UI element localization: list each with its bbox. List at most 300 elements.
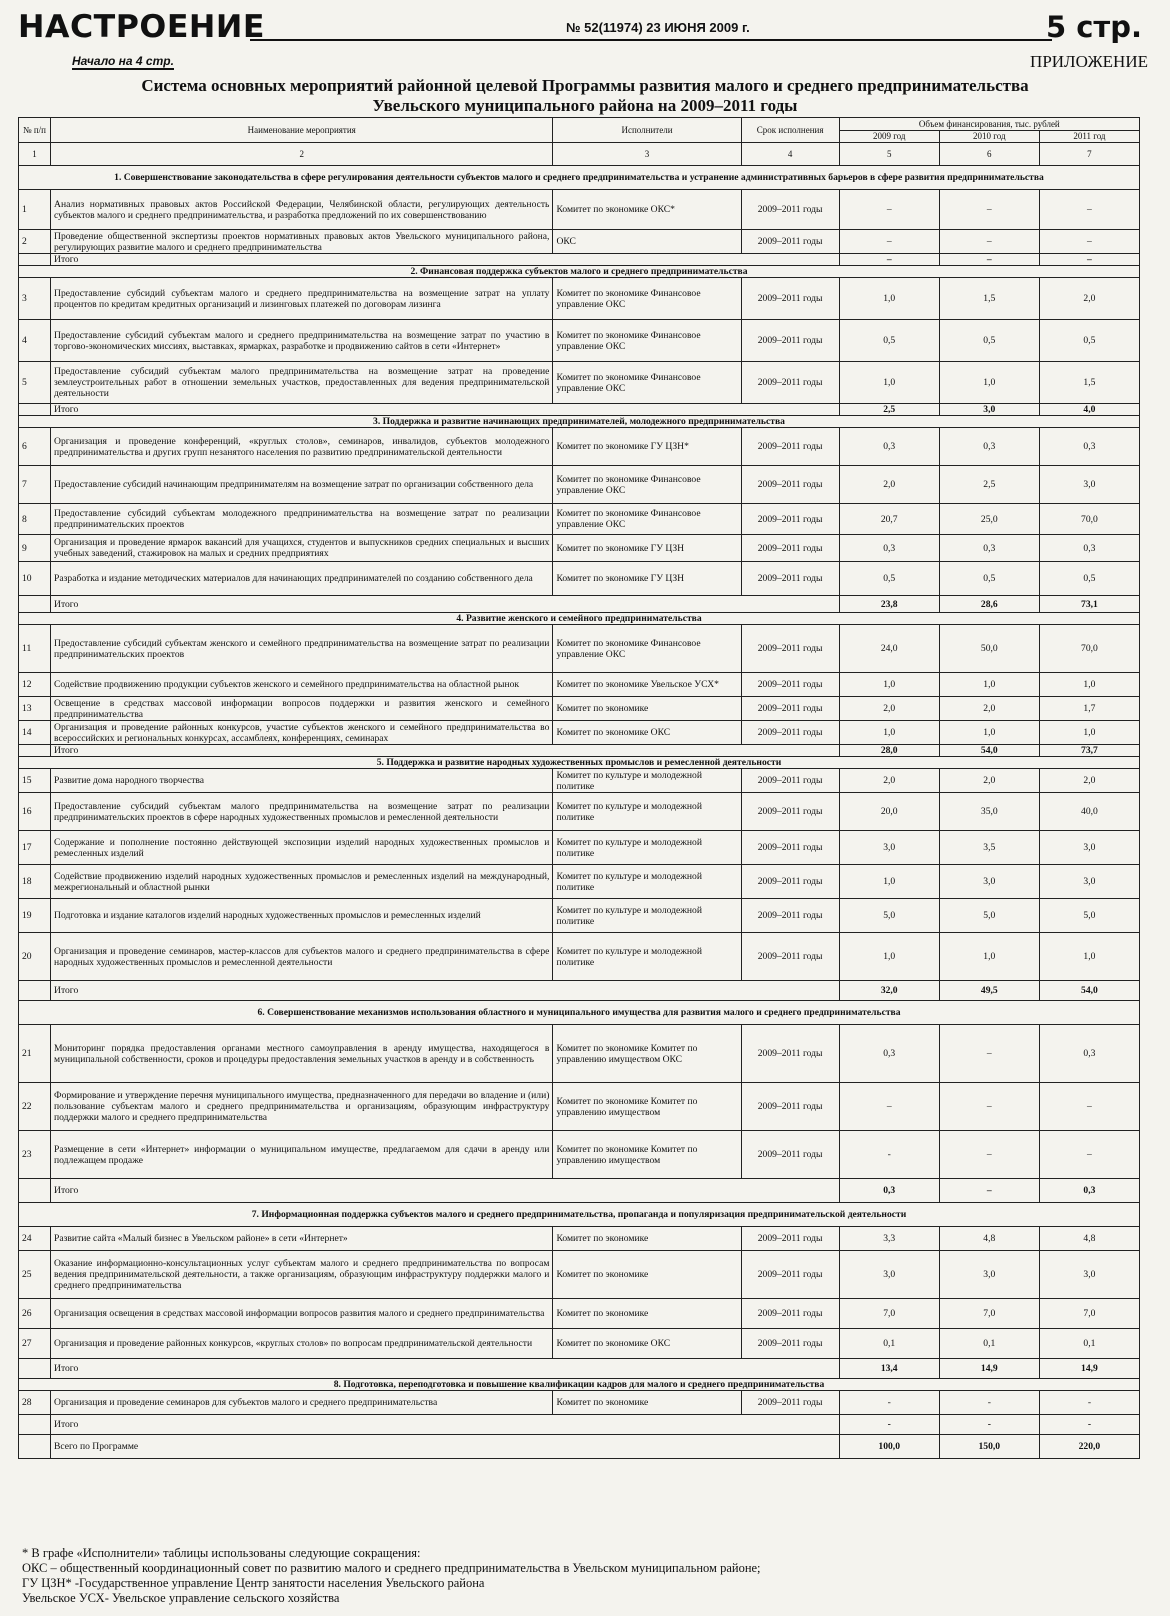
funding-2010: 50,0	[939, 625, 1039, 673]
funding-2011: 5,0	[1039, 899, 1139, 933]
activity-name: Содействие продвижению продукции субъектов женского и семейного предпринимательства на областной рынок	[51, 673, 553, 697]
funding-2009: 0,5	[839, 320, 939, 362]
table-row	[19, 1083, 1140, 1131]
term: 2009–2011 годы	[741, 320, 839, 362]
total-2010: –	[939, 254, 1039, 266]
row-number: 20	[19, 933, 51, 981]
total-2009: 28,0	[839, 745, 939, 757]
table-row	[19, 721, 1140, 745]
activity-name: Формирование и утверждение перечня муниципального имущества, предназначенного для передачи во владение и (или) пользование субъектам малого и среднего предпринимательства и организациям, образующим инфраструктуру поддержки малого и среднего предпринимательства	[51, 1083, 553, 1131]
funding-2009: –	[839, 190, 939, 230]
executors: Комитет по экономике	[553, 697, 741, 721]
executors: Комитет по экономике Финансовое управление ОКС	[553, 504, 741, 535]
funding-2009: 5,0	[839, 899, 939, 933]
total-row	[19, 1179, 1140, 1203]
activity-name: Предоставление субсидий субъектам женского и семейного предпринимательства на возмещение затрат по реализации предпринимательских проектов	[51, 625, 553, 673]
funding-2011: 0,3	[1039, 535, 1139, 562]
funding-2009: 20,7	[839, 504, 939, 535]
total-2011: -	[1039, 1415, 1139, 1435]
page-number: 5 стр.	[1045, 10, 1142, 44]
executors: Комитет по экономике	[553, 1391, 741, 1415]
table-row	[19, 673, 1140, 697]
row-number: 4	[19, 320, 51, 362]
funding-2010: 0,3	[939, 428, 1039, 466]
activity-name: Размещение в сети «Интернет» информации о муниципальном имуществе, предлагаемом для сдачи в аренду или подлежащем продаже	[51, 1131, 553, 1179]
executors: Комитет по экономике Финансовое управление ОКС	[553, 362, 741, 404]
funding-2010: 1,0	[939, 933, 1039, 981]
footnote-line: Увельское УСХ- Увельское управление сельского хозяйства	[22, 1591, 340, 1605]
row-number: 15	[19, 769, 51, 793]
appendix-label: ПРИЛОЖЕНИЕ	[1030, 52, 1148, 71]
total-label: Итого	[51, 596, 840, 613]
activity-name: Содействие продвижению изделий народных художественных промыслов и ремесленных изделий на международный, межрегиональный и областной рынки	[51, 865, 553, 899]
executors: Комитет по экономике	[553, 1251, 741, 1299]
header-row	[19, 118, 1140, 131]
row-number: 5	[19, 362, 51, 404]
funding-2010: 1,0	[939, 673, 1039, 697]
funding-2009: 2,0	[839, 697, 939, 721]
empty-cell	[19, 596, 51, 613]
document-title-line1: Система основных мероприятий районной целевой Программы развития малого и среднего предпринимательства	[141, 76, 1029, 95]
term: 2009–2011 годы	[741, 721, 839, 745]
funding-2009: -	[839, 1131, 939, 1179]
header-executors: Исполнители	[553, 118, 741, 143]
total-row	[19, 596, 1140, 613]
funding-2011: 70,0	[1039, 625, 1139, 673]
funding-2009: 20,0	[839, 793, 939, 831]
funding-2009: 1,0	[839, 278, 939, 320]
issue-info: № 52(11974) 23 ИЮНЯ 2009 г.	[566, 20, 750, 35]
term: 2009–2011 годы	[741, 1329, 839, 1359]
header-2009: 2009 год	[839, 131, 939, 143]
funding-2009: 1,0	[839, 865, 939, 899]
row-number: 24	[19, 1227, 51, 1251]
total-row	[19, 404, 1140, 416]
section-title: 8. Подготовка, переподготовка и повышение квалификации кадров для малого и среднего предпринимательства	[19, 1379, 1140, 1391]
table-row	[19, 1299, 1140, 1329]
funding-2011: -	[1039, 1391, 1139, 1415]
term: 2009–2011 годы	[741, 1025, 839, 1083]
funding-2010: 3,5	[939, 831, 1039, 865]
activity-name: Предоставление субсидий субъектам малого и среднего предпринимательства на возмещение затрат на уплату процентов по кредитам кредитных организаций и лизинговых платежей по договорам лизинга	[51, 278, 553, 320]
term: 2009–2011 годы	[741, 1251, 839, 1299]
funding-2010: 2,0	[939, 769, 1039, 793]
header-term: Срок исполнения	[741, 118, 839, 143]
header-2011: 2011 год	[1039, 131, 1139, 143]
funding-2010: 0,5	[939, 320, 1039, 362]
funding-2011: 2,0	[1039, 278, 1139, 320]
row-number: 23	[19, 1131, 51, 1179]
executors: Комитет по экономике Финансовое управление ОКС	[553, 320, 741, 362]
total-label: Итого	[51, 1415, 840, 1435]
term: 2009–2011 годы	[741, 1131, 839, 1179]
executors: Комитет по экономике Финансовое управление ОКС	[553, 466, 741, 504]
section-title: 1. Совершенствование законодательства в сфере регулирования деятельности субъектов малого и среднего предпринимательства и устранение административных барьеров в сфере развития предпринимательства	[19, 166, 1140, 190]
row-number: 13	[19, 697, 51, 721]
row-number: 2	[19, 230, 51, 254]
funding-2010: 1,0	[939, 362, 1039, 404]
total-2011: –	[1039, 254, 1139, 266]
grand-total-2010: 150,0	[939, 1435, 1039, 1459]
row-number: 6	[19, 428, 51, 466]
executors: Комитет по культуре и молодежной политике	[553, 865, 741, 899]
total-label: Итого	[51, 1179, 840, 1203]
continued-note: Начало на 4 стр.	[72, 54, 174, 68]
footnotes	[22, 1546, 761, 1606]
total-row	[19, 745, 1140, 757]
funding-2009: 3,0	[839, 1251, 939, 1299]
activity-name: Организация и проведение районных конкурсов, «круглых столов» по вопросам предпринимательской деятельности	[51, 1329, 553, 1359]
activity-name: Предоставление субсидий субъектам молодежного предпринимательства на возмещение затрат по реализации предпринимательских проектов	[51, 504, 553, 535]
term: 2009–2011 годы	[741, 899, 839, 933]
term: 2009–2011 годы	[741, 1227, 839, 1251]
total-2011: 73,1	[1039, 596, 1139, 613]
funding-2010: 0,3	[939, 535, 1039, 562]
grand-total-row	[19, 1435, 1140, 1459]
activity-name: Анализ нормативных правовых актов Российской Федерации, Челябинской области, регулирующих деятельность субъектов малого и среднего предпринимательства, и разработка предложений по их совершенствованию	[51, 190, 553, 230]
total-2010: 54,0	[939, 745, 1039, 757]
funding-2009: 0,3	[839, 1025, 939, 1083]
activity-name: Разработка и издание методических материалов для начинающих предпринимателей по созданию собственного дела	[51, 562, 553, 596]
colnum-7: 7	[1039, 143, 1139, 166]
section-header-row	[19, 266, 1140, 278]
funding-2010: –	[939, 1083, 1039, 1131]
term: 2009–2011 годы	[741, 562, 839, 596]
empty-cell	[19, 254, 51, 266]
row-number: 25	[19, 1251, 51, 1299]
funding-2010: 0,1	[939, 1329, 1039, 1359]
term: 2009–2011 годы	[741, 466, 839, 504]
total-2009: –	[839, 254, 939, 266]
colnum-5: 5	[839, 143, 939, 166]
funding-2009: 1,0	[839, 362, 939, 404]
total-2009: -	[839, 1415, 939, 1435]
funding-2009: 0,3	[839, 535, 939, 562]
total-row	[19, 981, 1140, 1001]
row-number: 17	[19, 831, 51, 865]
funding-2009: -	[839, 1391, 939, 1415]
executors: Комитет по экономике ГУ ЦЗН	[553, 562, 741, 596]
executors: Комитет по экономике Комитет по управлению имуществом	[553, 1083, 741, 1131]
section-header-row	[19, 1001, 1140, 1025]
funding-2009: 2,0	[839, 466, 939, 504]
total-label: Итого	[51, 404, 840, 416]
colnum-1: 1	[19, 143, 51, 166]
funding-2011: 2,0	[1039, 769, 1139, 793]
empty-cell	[19, 1435, 51, 1459]
funding-2010: 4,8	[939, 1227, 1039, 1251]
table-row	[19, 320, 1140, 362]
funding-2010: 25,0	[939, 504, 1039, 535]
table-row	[19, 625, 1140, 673]
empty-cell	[19, 981, 51, 1001]
row-number: 10	[19, 562, 51, 596]
funding-2011: 70,0	[1039, 504, 1139, 535]
funding-2010: 35,0	[939, 793, 1039, 831]
term: 2009–2011 годы	[741, 190, 839, 230]
table-row	[19, 865, 1140, 899]
funding-2011: 7,0	[1039, 1299, 1139, 1329]
term: 2009–2011 годы	[741, 230, 839, 254]
term: 2009–2011 годы	[741, 625, 839, 673]
funding-2011: –	[1039, 1083, 1139, 1131]
empty-cell	[19, 404, 51, 416]
funding-2010: –	[939, 190, 1039, 230]
row-number: 18	[19, 865, 51, 899]
row-number: 27	[19, 1329, 51, 1359]
activity-name: Освещение в средствах массовой информации вопросов поддержки и развития женского и семейного предпринимательства	[51, 697, 553, 721]
table-row	[19, 1251, 1140, 1299]
newspaper-title: НАСТРОЕНИЕ	[18, 9, 265, 45]
activity-name: Организация и проведение семинаров, мастер-классов для субъектов малого и среднего предпринимательства в сфере народных художественных промыслов и ремесленной деятельности	[51, 933, 553, 981]
row-number: 8	[19, 504, 51, 535]
section-title: 3. Поддержка и развитие начинающих предпринимателей, молодежного предпринимательства	[19, 416, 1140, 428]
activity-name: Развитие сайта «Малый бизнес в Увельском районе» в сети «Интернет»	[51, 1227, 553, 1251]
table-row	[19, 504, 1140, 535]
executors: Комитет по экономике ОКС*	[553, 190, 741, 230]
funding-2009: 24,0	[839, 625, 939, 673]
term: 2009–2011 годы	[741, 1299, 839, 1329]
funding-2011: 1,0	[1039, 933, 1139, 981]
term: 2009–2011 годы	[741, 865, 839, 899]
grand-total-label: Всего по Программе	[51, 1435, 840, 1459]
section-header-row	[19, 1203, 1140, 1227]
total-2009: 2,5	[839, 404, 939, 416]
activity-name: Предоставление субсидий субъектам малого и среднего предпринимательства на возмещение затрат по участию в торгово-экономических миссиях, выставках, ярмарках, разработке и продвижению сайтов в сети «Интернет»	[51, 320, 553, 362]
term: 2009–2011 годы	[741, 933, 839, 981]
total-label: Итого	[51, 981, 840, 1001]
footnote-line: ОКС – общественный координационный совет по развитию малого и среднего предпринимательства в Увельском муниципальном районе;	[22, 1561, 761, 1575]
funding-2010: 1,0	[939, 721, 1039, 745]
row-number: 12	[19, 673, 51, 697]
executors: Комитет по экономике ОКС	[553, 1329, 741, 1359]
funding-2009: –	[839, 1083, 939, 1131]
row-number: 21	[19, 1025, 51, 1083]
section-header-row	[19, 757, 1140, 769]
activity-name: Организация и проведение ярмарок вакансий для учащихся, студентов и выпускников средних специальных и высших учебных заведений, стажировок на малых и средних предприятиях	[51, 535, 553, 562]
executors: Комитет по культуре и молодежной политике	[553, 769, 741, 793]
program-table-body	[19, 118, 1140, 1459]
empty-cell	[19, 1179, 51, 1203]
funding-2011: 1,5	[1039, 362, 1139, 404]
activity-name: Мониторинг порядка предоставления органами местного самоуправления в аренду имущества, находящегося в муниципальной собственности, сроков и процедуры предоставления земельных участков в аренду и в собственность	[51, 1025, 553, 1083]
term: 2009–2011 годы	[741, 428, 839, 466]
funding-2011: 0,1	[1039, 1329, 1139, 1359]
table-row	[19, 697, 1140, 721]
funding-2009: 3,0	[839, 831, 939, 865]
total-2011: 54,0	[1039, 981, 1139, 1001]
activity-name: Оказание информационно-консультационных услуг субъектам малого и среднего предпринимательства по вопросам ведения предпринимательской деятельности, а также организациям, образующим инфраструктуру поддержки малого и среднего предпринимательства	[51, 1251, 553, 1299]
funding-2011: 0,3	[1039, 428, 1139, 466]
activity-name: Содержание и пополнение постоянно действующей экспозиции изделий народных художественных промыслов и ремесленных изделий	[51, 831, 553, 865]
executors: ОКС	[553, 230, 741, 254]
table-row	[19, 466, 1140, 504]
masthead	[18, 10, 1142, 44]
funding-2010: 3,0	[939, 1251, 1039, 1299]
column-numbers-row	[19, 143, 1140, 166]
executors: Комитет по экономике Финансовое управление ОКС	[553, 625, 741, 673]
section-title: 6. Совершенствование механизмов использования областного и муниципального имущества для развития малого и среднего предпринимательства	[19, 1001, 1140, 1025]
header-num: № п/п	[19, 118, 51, 143]
program-table	[18, 117, 1140, 1459]
activity-name: Подготовка и издание каталогов изделий народных художественных промыслов и ремесленных изделий	[51, 899, 553, 933]
total-2009: 32,0	[839, 981, 939, 1001]
total-row	[19, 254, 1140, 266]
header-2010: 2010 год	[939, 131, 1039, 143]
term: 2009–2011 годы	[741, 697, 839, 721]
executors: Комитет по экономике	[553, 1299, 741, 1329]
row-number: 28	[19, 1391, 51, 1415]
total-2010: 28,6	[939, 596, 1039, 613]
funding-2011: 3,0	[1039, 1251, 1139, 1299]
funding-2011: 1,0	[1039, 673, 1139, 697]
total-2010: 49,5	[939, 981, 1039, 1001]
header-financing: Объем финансирования, тыс. рублей	[839, 118, 1139, 131]
table-row	[19, 1329, 1140, 1359]
section-header-row	[19, 166, 1140, 190]
table-row	[19, 428, 1140, 466]
funding-2011: 3,0	[1039, 466, 1139, 504]
executors: Комитет по культуре и молодежной политике	[553, 831, 741, 865]
funding-2011: 1,0	[1039, 721, 1139, 745]
funding-2009: –	[839, 230, 939, 254]
executors: Комитет по культуре и молодежной политике	[553, 793, 741, 831]
funding-2011: 40,0	[1039, 793, 1139, 831]
term: 2009–2011 годы	[741, 504, 839, 535]
section-title: 5. Поддержка и развитие народных художественных промыслов и ремесленной деятельности	[19, 757, 1140, 769]
grand-total-2009: 100,0	[839, 1435, 939, 1459]
executors: Комитет по экономике Комитет по управлению имуществом	[553, 1131, 741, 1179]
table-row	[19, 831, 1140, 865]
activity-name: Проведение общественной экспертизы проектов нормативных правовых актов Увельского муниципального района, регулирующих развитие малого и среднего предпринимательства	[51, 230, 553, 254]
total-2010: –	[939, 1179, 1039, 1203]
activity-name: Организация и проведение районных конкурсов, участие субъектов женского и семейного предпринимательства во всероссийских и региональных конкурсах, ассамблеях, конференциях, семинарах	[51, 721, 553, 745]
table-row	[19, 933, 1140, 981]
funding-2010: 7,0	[939, 1299, 1039, 1329]
total-2009: 23,8	[839, 596, 939, 613]
funding-2009: 0,5	[839, 562, 939, 596]
total-label: Итого	[51, 745, 840, 757]
funding-2009: 1,0	[839, 721, 939, 745]
funding-2010: –	[939, 1025, 1039, 1083]
row-number: 7	[19, 466, 51, 504]
total-2011: 0,3	[1039, 1179, 1139, 1203]
funding-2009: 1,0	[839, 933, 939, 981]
section-title: 4. Развитие женского и семейного предпринимательства	[19, 613, 1140, 625]
term: 2009–2011 годы	[741, 831, 839, 865]
total-2011: 4,0	[1039, 404, 1139, 416]
funding-2010: 2,0	[939, 697, 1039, 721]
funding-2011: 1,7	[1039, 697, 1139, 721]
document-title-line2: Увельского муниципального района на 2009–2011 годы	[372, 96, 798, 115]
funding-2009: 7,0	[839, 1299, 939, 1329]
term: 2009–2011 годы	[741, 1391, 839, 1415]
colnum-3: 3	[553, 143, 741, 166]
row-number: 11	[19, 625, 51, 673]
table-row	[19, 562, 1140, 596]
footnote-line: ГУ ЦЗН* -Государственное управление Центр занятости населения Увельского района	[22, 1576, 485, 1590]
table-row	[19, 1227, 1140, 1251]
funding-2010: 3,0	[939, 865, 1039, 899]
masthead-rule	[250, 39, 1052, 41]
funding-2011: –	[1039, 230, 1139, 254]
table-row	[19, 190, 1140, 230]
row-number: 3	[19, 278, 51, 320]
term: 2009–2011 годы	[741, 769, 839, 793]
table-row	[19, 793, 1140, 831]
total-2011: 14,9	[1039, 1359, 1139, 1379]
executors: Комитет по экономике ГУ ЦЗН*	[553, 428, 741, 466]
total-2009: 0,3	[839, 1179, 939, 1203]
footnote-line: * В графе «Исполнители» таблицы использованы следующие сокращения:	[22, 1546, 421, 1560]
funding-2010: –	[939, 230, 1039, 254]
section-header-row	[19, 1379, 1140, 1391]
executors: Комитет по экономике Увельское УСХ*	[553, 673, 741, 697]
total-row	[19, 1415, 1140, 1435]
row-number: 16	[19, 793, 51, 831]
funding-2011: 0,5	[1039, 562, 1139, 596]
activity-name: Организация освещения в средствах массовой информации вопросов развития малого и среднего предпринимательства	[51, 1299, 553, 1329]
total-label: Итого	[51, 254, 840, 266]
total-2009: 13,4	[839, 1359, 939, 1379]
term: 2009–2011 годы	[741, 362, 839, 404]
funding-2011: 4,8	[1039, 1227, 1139, 1251]
funding-2009: 0,3	[839, 428, 939, 466]
total-2010: 3,0	[939, 404, 1039, 416]
executors: Комитет по экономике ГУ ЦЗН	[553, 535, 741, 562]
executors: Комитет по экономике Финансовое управление ОКС	[553, 278, 741, 320]
funding-2010: 2,5	[939, 466, 1039, 504]
term: 2009–2011 годы	[741, 535, 839, 562]
total-row	[19, 1359, 1140, 1379]
funding-2011: 0,5	[1039, 320, 1139, 362]
activity-name: Предоставление субсидий субъектам малого предпринимательства на возмещение затрат по реализации предпринимательских проектов в сфере народных художественных промыслов и ремесленной деятельности	[51, 793, 553, 831]
funding-2011: 0,3	[1039, 1025, 1139, 1083]
activity-name: Предоставление субсидий начинающим предпринимателям на возмещение затрат по организации собственного дела	[51, 466, 553, 504]
total-2010: -	[939, 1415, 1039, 1435]
section-header-row	[19, 416, 1140, 428]
table-row	[19, 1025, 1140, 1083]
table-row	[19, 1391, 1140, 1415]
term: 2009–2011 годы	[741, 793, 839, 831]
section-header-row	[19, 613, 1140, 625]
funding-2011: 3,0	[1039, 865, 1139, 899]
row-number: 9	[19, 535, 51, 562]
table-row	[19, 362, 1140, 404]
executors: Комитет по экономике Комитет по управлению имуществом ОКС	[553, 1025, 741, 1083]
row-number: 19	[19, 899, 51, 933]
row-number: 14	[19, 721, 51, 745]
activity-name: Организация и проведение конференций, «круглых столов», семинаров, инвалидов, субъектов молодежного предпринимательства и других групп незанятого населения по развитию предпринимательской деятельности	[51, 428, 553, 466]
activity-name: Предоставление субсидий субъектам малого предпринимательства на возмещение затрат на проведение землеустроительных работ в отношении земельных участков, предоставленных для ведения предпринимательской деятельности	[51, 362, 553, 404]
section-title: 2. Финансовая поддержка субъектов малого и среднего предпринимательства	[19, 266, 1140, 278]
term: 2009–2011 годы	[741, 673, 839, 697]
funding-2010: 5,0	[939, 899, 1039, 933]
funding-2011: –	[1039, 190, 1139, 230]
empty-cell	[19, 745, 51, 757]
funding-2009: 1,0	[839, 673, 939, 697]
section-title: 7. Информационная поддержка субъектов малого и среднего предпринимательства, пропаганда и популяризация предпринимательской деятельности	[19, 1203, 1140, 1227]
funding-2010: –	[939, 1131, 1039, 1179]
table-row	[19, 278, 1140, 320]
executors: Комитет по культуре и молодежной политике	[553, 933, 741, 981]
funding-2011: 3,0	[1039, 831, 1139, 865]
table-row	[19, 899, 1140, 933]
total-label: Итого	[51, 1359, 840, 1379]
colnum-6: 6	[939, 143, 1039, 166]
total-2011: 73,7	[1039, 745, 1139, 757]
table-row	[19, 769, 1140, 793]
